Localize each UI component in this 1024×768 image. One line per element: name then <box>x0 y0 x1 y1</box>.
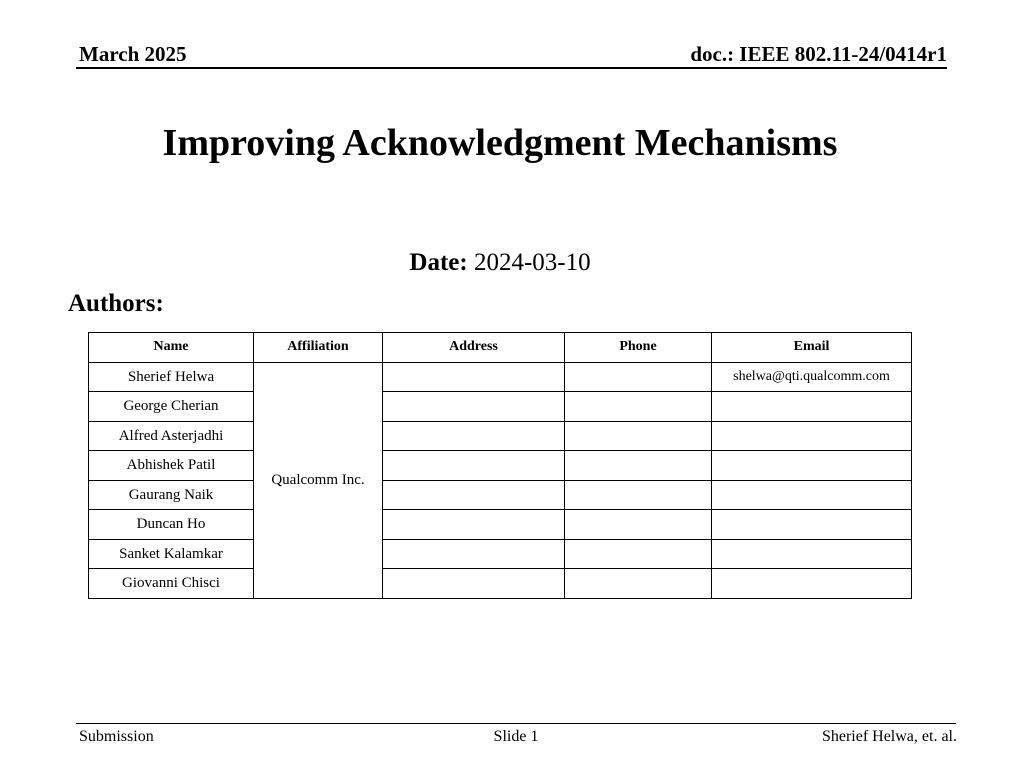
header-date: March 2025 <box>79 42 187 66</box>
author-name: Gaurang Naik <box>89 480 254 510</box>
author-address <box>383 510 565 540</box>
author-address <box>383 362 565 392</box>
table-row <box>89 421 912 451</box>
author-name: George Cherian <box>89 392 254 422</box>
footer-slide-number: Slide 1 <box>493 728 539 745</box>
author-phone <box>565 510 712 540</box>
table-row <box>89 480 912 510</box>
author-phone <box>565 451 712 481</box>
column-header-affiliation: Affiliation <box>254 333 383 363</box>
table-row <box>89 362 912 392</box>
author-name: Duncan Ho <box>89 510 254 540</box>
author-name: Abhishek Patil <box>89 451 254 481</box>
author-email <box>712 451 912 481</box>
author-address <box>383 392 565 422</box>
table-row <box>89 510 912 540</box>
date-value: 2024-03-10 <box>473 249 591 276</box>
author-name: Giovanni Chisci <box>89 569 254 599</box>
author-affiliation: Qualcomm Inc. <box>254 362 383 598</box>
column-header-phone: Phone <box>565 333 712 363</box>
date-line <box>0 248 1000 278</box>
footer-divider <box>76 723 956 724</box>
author-phone <box>565 480 712 510</box>
header-doc-id: doc.: IEEE 802.11-24/0414r1 <box>690 42 947 66</box>
table-row <box>89 569 912 599</box>
column-header-email: Email <box>712 333 912 363</box>
author-phone <box>565 539 712 569</box>
table-row <box>89 539 912 569</box>
footer-submission: Submission <box>79 728 154 745</box>
author-email <box>712 480 912 510</box>
table-row <box>89 392 912 422</box>
column-header-address: Address <box>383 333 565 363</box>
author-phone <box>565 421 712 451</box>
slide-title: Improving Acknowledgment Mechanisms <box>162 122 838 164</box>
table-row <box>89 451 912 481</box>
author-email <box>712 569 912 599</box>
author-email <box>712 421 912 451</box>
header-divider <box>76 67 947 69</box>
author-name: Sanket Kalamkar <box>89 539 254 569</box>
author-name: Alfred Asterjadhi <box>89 421 254 451</box>
author-address <box>383 451 565 481</box>
author-email <box>712 510 912 540</box>
table-header-row <box>89 333 912 363</box>
author-email <box>712 392 912 422</box>
author-address <box>383 569 565 599</box>
author-phone <box>565 362 712 392</box>
footer-author: Sherief Helwa, et. al. <box>821 728 957 745</box>
date-label: Date: <box>409 249 468 276</box>
author-phone <box>565 392 712 422</box>
author-address <box>383 480 565 510</box>
author-address <box>383 539 565 569</box>
author-email <box>712 539 912 569</box>
authors-heading: Authors: <box>68 290 164 317</box>
authors-table <box>88 332 912 599</box>
author-email: shelwa@qti.qualcomm.com <box>712 362 912 392</box>
author-address <box>383 421 565 451</box>
author-name: Sherief Helwa <box>89 362 254 392</box>
column-header-name: Name <box>89 333 254 363</box>
author-phone <box>565 569 712 599</box>
